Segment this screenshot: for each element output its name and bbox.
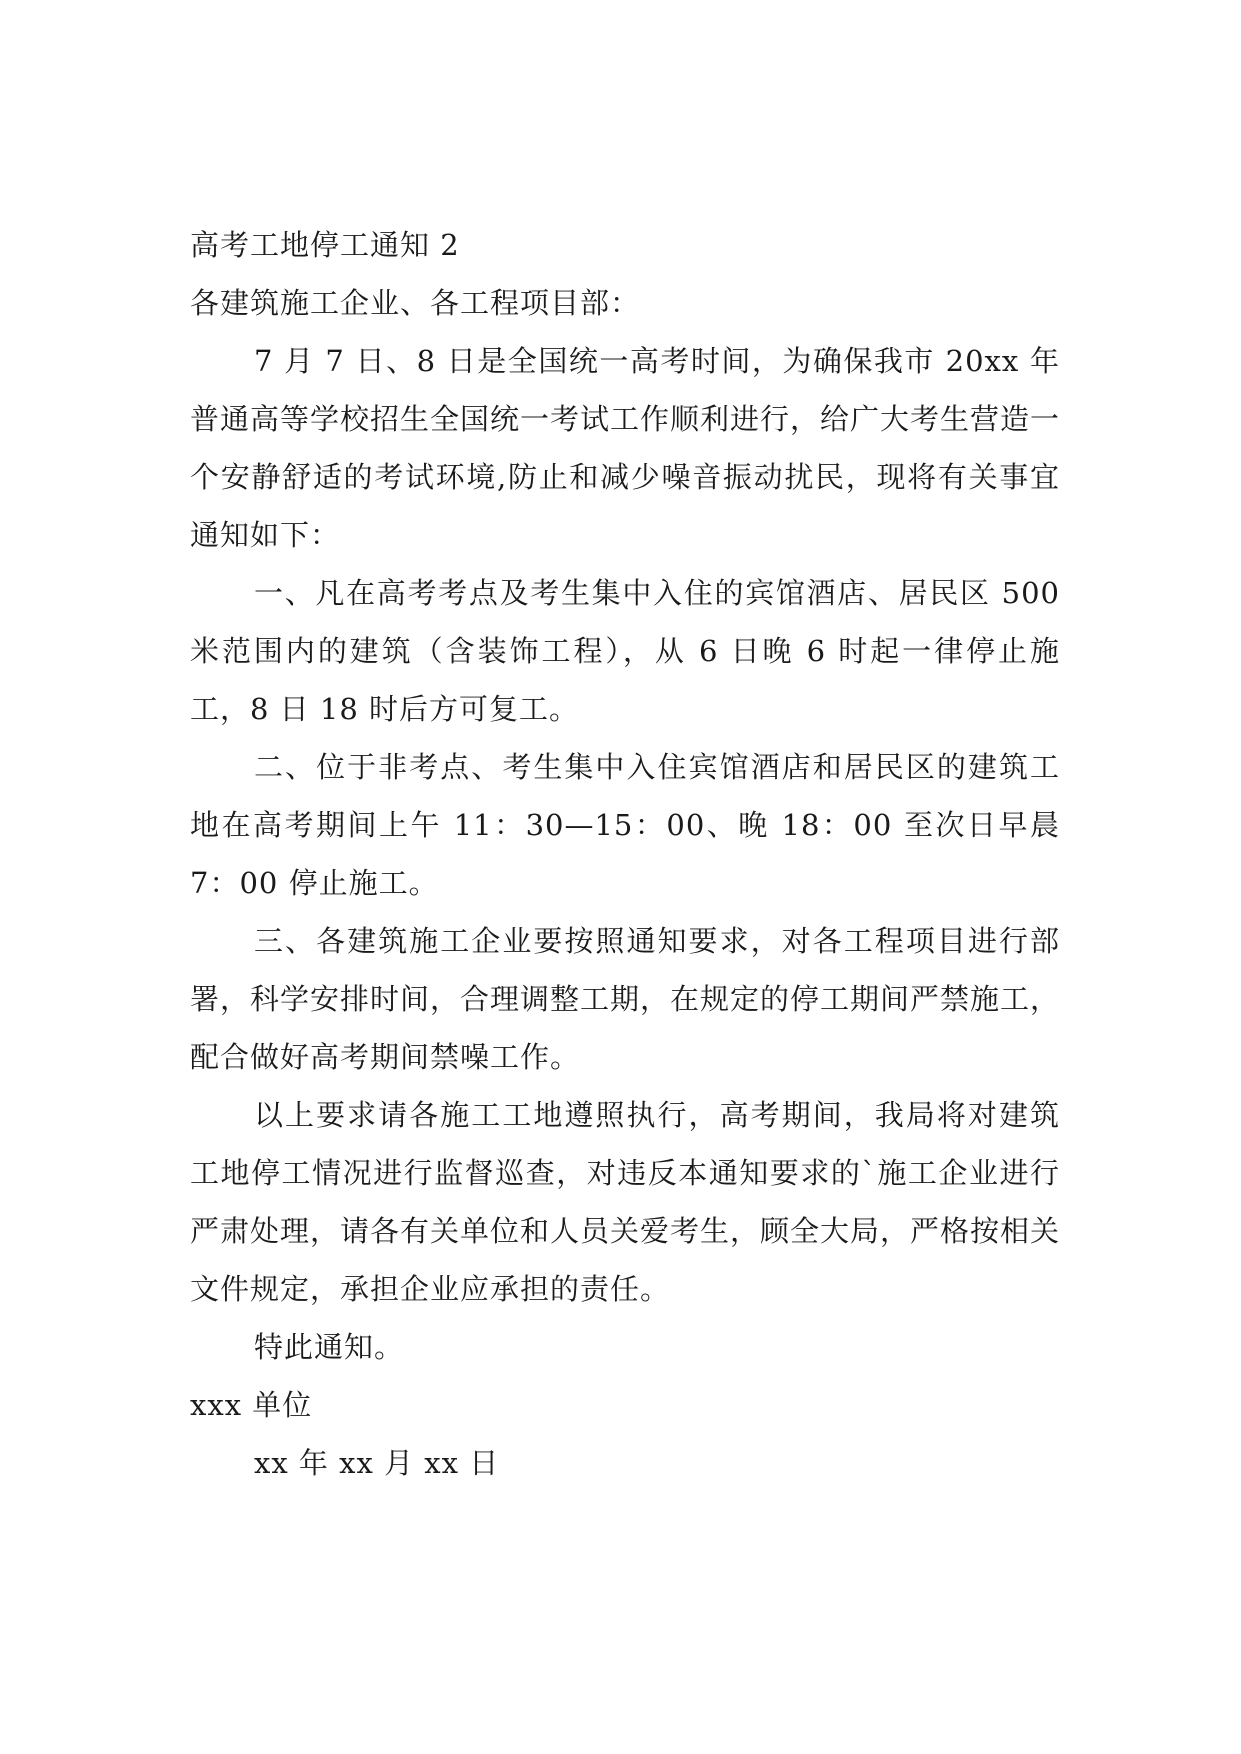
- paragraph-intro: 7 月 7 日、8 日是全国统一高考时间，为确保我市 20xx 年普通高等学校招生全国统一考试工作顺利进行，给广大考生营造一个安静舒适的考试环境,防止和减少噪音振动扰民，现将有关事宜通知如下：: [190, 344, 1061, 552]
- document-title: 高考工地停工通知 2: [190, 228, 460, 262]
- signature-unit: xxx 单位: [190, 1388, 313, 1422]
- closing-text: 特此通知。: [254, 1330, 405, 1364]
- signature-date: xx 年 xx 月 xx 日: [254, 1446, 500, 1480]
- paragraph-item-2: 二、位于非考点、考生集中入住宾馆酒店和居民区的建筑工地在高考期间上午 11：30—15：00、晚 18：00 至次日早晨 7：00 停止施工。: [190, 750, 1060, 900]
- salutation: 各建筑施工企业、各工程项目部：: [190, 286, 641, 320]
- paragraph-item-1: 一、凡在高考考点及考生集中入住的宾馆酒店、居民区 500 米范围内的建筑（含装饰工程），从 6 日晚 6 时起一律停止施工，8 日 18 时后方可复工。: [190, 576, 1060, 726]
- paragraph-requirements: 以上要求请各施工工地遵照执行，高考期间，我局将对建筑工地停工情况进行监督巡查，对违反本通知要求的`施工企业进行严肃处理，请各有关单位和人员关爱考生，顾全大局，严格按相关文件规定，承担企业应承担的责任。: [190, 1098, 1061, 1306]
- paragraph-item-3: 三、各建筑施工企业要按照通知要求，对各工程项目进行部署，科学安排时间，合理调整工期，在规定的停工期间严禁施工，配合做好高考期间禁噪工作。: [190, 924, 1061, 1074]
- document-body: [190, 216, 1060, 1492]
